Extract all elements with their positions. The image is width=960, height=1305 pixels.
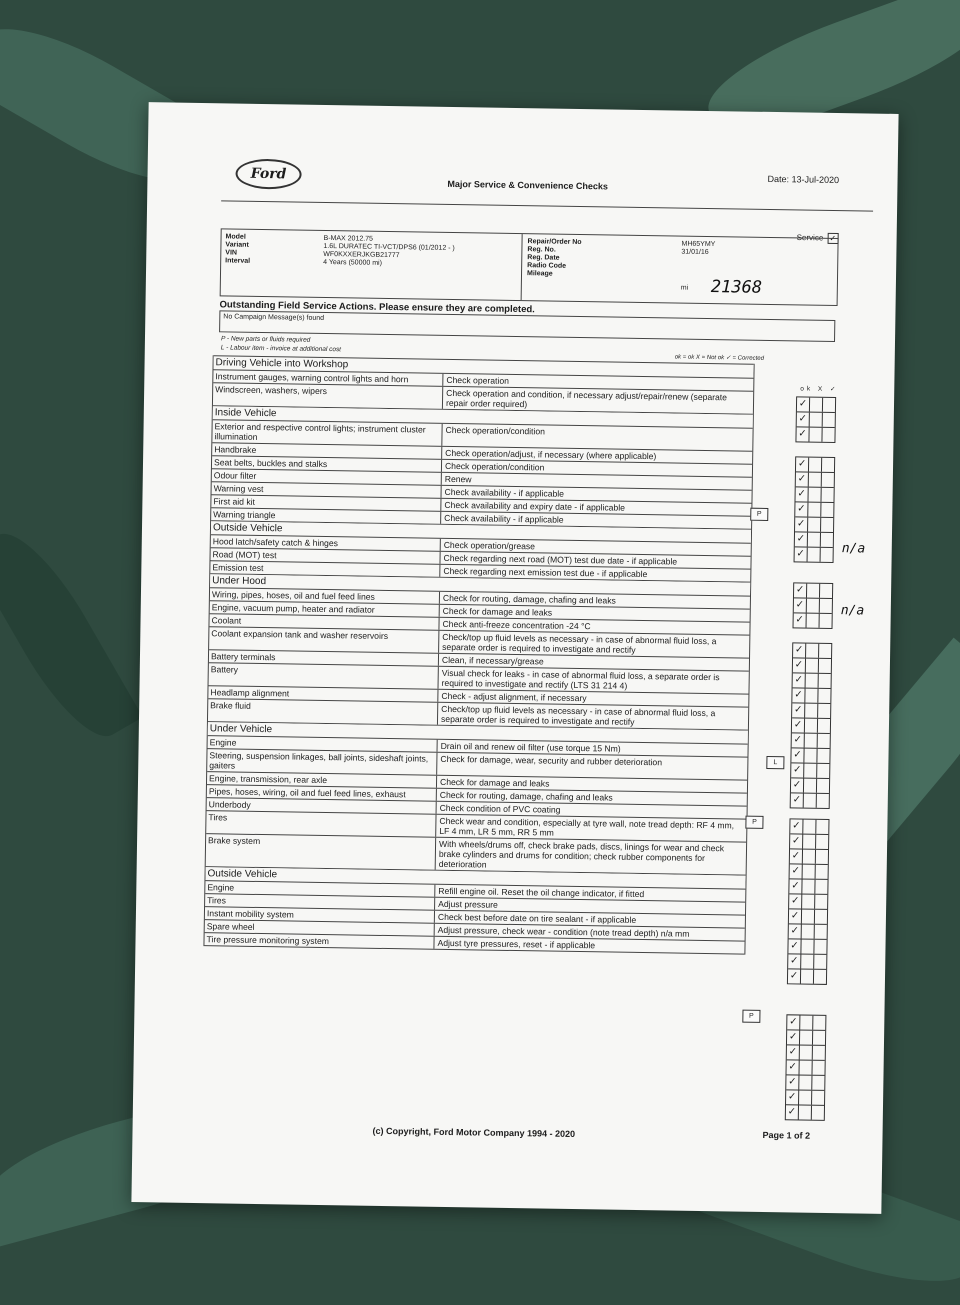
status-cell <box>791 763 829 779</box>
vehicle-details <box>220 228 839 306</box>
status-subcell <box>822 428 834 442</box>
status-subcell <box>816 850 828 864</box>
check-action: Check operation/condition <box>445 424 546 437</box>
check-item: Wiring, pipes, hoses, oil and fuel feed lines <box>210 588 440 604</box>
status-grid-block <box>795 396 836 443</box>
check-action: Check regarding next emission test due - if applicable <box>443 565 648 580</box>
status-subcell <box>820 614 832 628</box>
check-item: Windscreen, washers, wipers <box>213 383 443 409</box>
status-subcell <box>821 548 833 562</box>
check-item: Battery terminals <box>209 650 439 666</box>
status-grid-block <box>785 1014 827 1121</box>
values-3: 4 Years (50000 mi) <box>323 258 383 267</box>
status-subcell <box>809 473 822 487</box>
check-action: Check wear and condition, especially at tyre wall, note tread depth: RF 4 mm, LF 4 mm, LR 5 mm, RR 5 mm <box>439 815 735 838</box>
status-subcell <box>803 835 816 849</box>
status-subcell <box>805 704 818 718</box>
check-item: Battery <box>209 663 439 689</box>
status-subcell <box>799 1076 812 1090</box>
section-title: Under Hood <box>210 574 750 596</box>
values-0: B-MAX 2012.75 <box>323 234 374 243</box>
ok-cell: ✓ <box>795 502 808 516</box>
status-subcell <box>800 1016 813 1030</box>
labels_right-3: Radio Code <box>527 262 567 270</box>
status-subcell <box>806 674 819 688</box>
status-cell <box>789 909 827 925</box>
status-subcell <box>814 940 826 954</box>
status-cell <box>789 894 827 910</box>
ok-cell: ✓ <box>795 517 808 531</box>
ok-cell: ✓ <box>797 412 810 426</box>
handwritten-note-emission-test: n/a <box>840 603 865 619</box>
check-item: Coolant <box>209 614 439 630</box>
ok-cell: ✓ <box>787 1045 800 1059</box>
values_right-1: MH65YMY <box>681 240 716 249</box>
status-subcell <box>817 794 829 808</box>
ok-cell: ✓ <box>786 1090 799 1104</box>
status-subcell <box>803 865 816 879</box>
check-action: Check operation/grease <box>443 539 536 552</box>
status-subcell <box>819 659 831 673</box>
status-subcell <box>820 584 832 598</box>
check-action: Check for routing, damage, chafing and leaks <box>439 789 613 803</box>
check-action: Visual check for leaks - in case of abnormal fluid loss, a separate order is required to investigate and rectify (LTS 31 214 4) <box>441 667 720 691</box>
ok-cell: ✓ <box>789 894 802 908</box>
check-action: Check operation and condition, if necessary adjust/repair/renew (separate repair order required) <box>445 387 728 410</box>
status-subcell <box>820 599 832 613</box>
status-subcell <box>799 1091 812 1105</box>
status-cell <box>788 954 826 970</box>
note-p: P - New parts or fluids required <box>220 335 311 344</box>
status-subcell <box>818 704 830 718</box>
status-cell <box>792 718 830 734</box>
repair-labels <box>527 238 582 279</box>
check-action: Check operation/condition <box>444 460 545 473</box>
status-subcell <box>822 473 834 487</box>
check-item: Engine <box>205 881 435 897</box>
status-cell <box>787 1045 825 1061</box>
check-action: Check condition of PVC coating <box>439 802 561 815</box>
check-action: Refill engine oil. Reset the oil change indicator, if fitted <box>438 885 645 900</box>
status-subcell <box>815 895 827 909</box>
status-subcell <box>801 970 814 984</box>
ok-cell: ✓ <box>791 793 804 807</box>
check-item: Coolant expansion tank and washer reservoirs <box>209 627 439 653</box>
status-subcell <box>818 689 830 703</box>
status-cell <box>794 598 832 614</box>
check-item: Underbody <box>207 798 437 814</box>
header-divider <box>221 200 873 211</box>
status-subcell <box>802 880 815 894</box>
labels_right-1: Reg. No. <box>527 246 556 254</box>
labels-0: Model <box>225 233 246 241</box>
check-item: Seat belts, buckles and stalks <box>212 456 442 472</box>
section-title: Outside Vehicle <box>205 867 745 889</box>
status-subcell <box>803 850 816 864</box>
status-cell <box>793 673 831 689</box>
status-subcell <box>816 820 828 834</box>
status-subcell <box>818 719 830 733</box>
status-cell <box>788 939 826 955</box>
status-cell <box>793 643 831 659</box>
status-grid-block <box>792 582 833 629</box>
section-title: Inside Vehicle <box>213 406 753 428</box>
status-cell <box>790 819 828 835</box>
check-item: Brake system <box>206 834 436 870</box>
check-item: Warning triangle <box>211 508 441 524</box>
status-cell <box>795 517 833 533</box>
ok-cell: ✓ <box>792 688 805 702</box>
ok-cell: ✓ <box>788 954 801 968</box>
status-subcell <box>816 865 828 879</box>
status-subcell <box>821 503 833 517</box>
ok-cell: ✓ <box>788 939 801 953</box>
ok-cell: ✓ <box>791 778 804 792</box>
ok-cell: ✓ <box>790 849 803 863</box>
status-subcell <box>813 1016 825 1030</box>
flag-box: P <box>750 508 768 521</box>
ok-cell: ✓ <box>793 658 806 672</box>
check-item: Warning vest <box>212 482 442 498</box>
status-subcell <box>817 779 829 793</box>
ok-cell: ✓ <box>796 427 809 441</box>
values-2: WF0KXXERJKGB21777 <box>323 250 400 260</box>
ok-cell: ✓ <box>786 1105 799 1119</box>
check-action: Check operation/adjust, if necessary (where applicable) <box>445 447 657 462</box>
check-item: Brake fluid <box>208 699 438 725</box>
status-subcell <box>802 910 815 924</box>
check-action: Drain oil and renew oil filter (use torque 15 Nm) <box>440 740 621 754</box>
campaign-message: No Campaign Message(s) found <box>223 313 325 322</box>
status-cell <box>792 688 830 704</box>
ok-cell: ✓ <box>792 718 805 732</box>
ok-cell: ✓ <box>794 598 807 612</box>
check-item: Instant mobility system <box>205 907 435 923</box>
values-1: 1.6L DURATEC TI-VCT/DPS6 (01/2012 - ) <box>323 242 455 253</box>
note-l: L - Labour item - invoice at additional cost <box>220 344 342 354</box>
status-subcell <box>816 835 828 849</box>
status-cell <box>787 1030 825 1046</box>
status-subcell <box>823 413 835 427</box>
check-action: Check availability - if applicable <box>444 512 564 525</box>
ok-cell: ✓ <box>787 1015 800 1029</box>
check-action: Check/top up fluid levels as necessary - in case of abnormal fluid loss, a separate order is required to investigate and rectify <box>440 703 716 727</box>
status-cell <box>789 924 827 940</box>
check-item: Steering, suspension linkages, ball joints, sideshaft joints, gaiters <box>207 749 437 775</box>
status-subcell <box>806 644 819 658</box>
status-subcell <box>807 614 820 628</box>
status-subcell <box>812 1061 824 1075</box>
status-cell <box>797 412 835 428</box>
check-action: Adjust pressure, check wear - condition (note tread depth) n/a mm <box>437 924 690 939</box>
document-date: Date: 13-Jul-2020 <box>767 173 840 186</box>
vehicle-labels <box>225 233 250 265</box>
status-subcell <box>801 940 814 954</box>
ok-cell: ✓ <box>791 763 804 777</box>
ok-cell: ✓ <box>789 924 802 938</box>
status-cell <box>791 778 829 794</box>
labels_right-2: Reg. Date <box>527 254 560 262</box>
status-cell <box>786 1060 824 1076</box>
mileage-unit: mi <box>680 284 689 292</box>
status-subcell <box>812 1106 824 1120</box>
field-actions-title: Outstanding Field Service Actions. Please ensure they are completed. <box>219 299 535 316</box>
ok-cell: ✓ <box>794 583 807 597</box>
status-subcell <box>819 674 831 688</box>
status-subcell <box>822 458 834 472</box>
check-item: First aid kit <box>211 495 441 511</box>
ok-cell: ✓ <box>793 643 806 657</box>
status-subcell <box>805 689 818 703</box>
flag-box: P <box>742 1010 760 1023</box>
check-action: Check availability - if applicable <box>444 486 565 499</box>
status-cell <box>790 834 828 850</box>
status-subcell <box>812 1091 824 1105</box>
status-cell <box>786 1105 824 1120</box>
status-subcell <box>812 1076 824 1090</box>
status-subcell <box>801 955 814 969</box>
flag-box: P <box>745 816 763 829</box>
check-action: Check - adjust alignment, if necessary <box>441 690 587 704</box>
check-item: Engine <box>208 736 438 752</box>
ford-logo: Ford <box>235 159 301 190</box>
mileage-handwritten: 21368 <box>710 277 763 298</box>
status-subcell <box>814 970 826 984</box>
status-cell <box>792 703 830 719</box>
status-cell <box>786 1075 824 1091</box>
status-grid-block <box>794 456 836 563</box>
labels_right-0: Repair/Order No <box>527 238 582 246</box>
status-cell <box>787 1015 825 1031</box>
check-item: Tires <box>206 811 436 837</box>
status-subcell <box>808 488 821 502</box>
status-cell <box>796 427 834 442</box>
status-subcell <box>807 584 820 598</box>
check-item: Exterior and respective control lights; instrument cluster illumination <box>212 420 442 446</box>
status-subcell <box>808 533 821 547</box>
status-subcell <box>821 518 833 532</box>
status-subcell <box>817 764 829 778</box>
ok-cell: ✓ <box>792 703 805 717</box>
checks-table <box>203 355 754 954</box>
status-subcell <box>819 644 831 658</box>
status-subcell <box>818 734 830 748</box>
ok-cell: ✓ <box>796 457 809 471</box>
section-title: Under Vehicle <box>208 722 748 744</box>
check-item: Handbrake <box>212 443 442 459</box>
status-cell <box>794 613 832 628</box>
ok-cell: ✓ <box>797 397 810 411</box>
ok-cell: ✓ <box>786 1075 799 1089</box>
field-actions-box <box>219 310 835 342</box>
section-title: Driving Vehicle into Workshop <box>213 355 753 378</box>
ok-cell: ✓ <box>786 1060 799 1074</box>
ok-cell: ✓ <box>788 969 801 983</box>
status-subcell <box>804 794 817 808</box>
check-item: Pipes, hoses, wiring, oil and fuel feed lines, exhaust <box>207 785 437 801</box>
status-cell <box>793 658 831 674</box>
status-subcell <box>823 398 835 412</box>
status-subcell <box>809 458 822 472</box>
labels_right-4: Mileage <box>526 270 553 278</box>
status-subcell <box>821 533 833 547</box>
ok-cell: ✓ <box>795 547 808 561</box>
status-legend: ok = ok X = Not ok ✓ = Corrected <box>674 354 765 362</box>
status-subcell <box>804 779 817 793</box>
service-document <box>131 102 898 1214</box>
ok-cell: ✓ <box>795 487 808 501</box>
repair-values <box>681 241 715 258</box>
status-subcell <box>800 1031 813 1045</box>
status-subcell <box>813 1046 825 1060</box>
check-action: Check best before date on tire sealant - if applicable <box>437 911 637 925</box>
status-cell <box>792 733 830 749</box>
status-cell <box>795 487 833 503</box>
status-cell <box>797 397 835 413</box>
check-action: Adjust pressure <box>438 898 498 910</box>
ok-cell: ✓ <box>790 819 803 833</box>
status-cell <box>795 532 833 548</box>
ok-cell: ✓ <box>787 1030 800 1044</box>
status-cell <box>786 1090 824 1106</box>
status-subcell <box>805 734 818 748</box>
status-cell <box>791 793 829 808</box>
check-item: Instrument gauges, warning control lights and horn <box>213 370 443 386</box>
status-subcell <box>804 764 817 778</box>
check-item: Road (MOT) test <box>210 548 440 564</box>
status-cell <box>791 748 829 764</box>
grid-header: ok X ✓ <box>800 385 839 394</box>
status-subcell <box>808 503 821 517</box>
status-subcell <box>804 749 817 763</box>
check-item: Headlamp alignment <box>208 686 438 702</box>
check-item: Tires <box>205 894 435 910</box>
document-title: Major Service & Convenience Checks <box>447 178 609 192</box>
status-subcell <box>802 895 815 909</box>
check-action: Check for damage and leaks <box>442 605 553 618</box>
status-cell <box>796 472 834 488</box>
status-subcell <box>808 548 821 562</box>
ok-cell: ✓ <box>790 834 803 848</box>
status-subcell <box>813 1031 825 1045</box>
status-cell <box>789 879 827 895</box>
ok-cell: ✓ <box>789 879 802 893</box>
check-action: Check for damage and leaks <box>439 776 550 789</box>
ok-cell: ✓ <box>792 733 805 747</box>
section-title: Outside Vehicle <box>211 521 751 543</box>
labels-3: Interval <box>225 257 251 265</box>
status-grid-block <box>787 818 830 985</box>
status-subcell <box>815 880 827 894</box>
status-cell <box>790 864 828 880</box>
check-action: Renew <box>444 473 472 485</box>
check-action: Clean, if necessary/grease <box>441 654 544 667</box>
status-cell <box>796 457 834 473</box>
check-action: Check anti-freeze concentration -24 °C <box>442 618 591 632</box>
status-subcell <box>821 488 833 502</box>
status-cell <box>788 969 826 984</box>
page-number: Page 1 of 2 <box>762 1129 811 1141</box>
status-cell <box>790 849 828 865</box>
service-checkbox: Service ✓ <box>797 232 839 244</box>
ok-cell: ✓ <box>790 864 803 878</box>
status-subcell <box>815 910 827 924</box>
vehicle-values <box>323 235 455 269</box>
status-subcell <box>800 1046 813 1060</box>
check-action: Check/top up fluid levels as necessary - in case of abnormal fluid loss, a separate order is required to investigate and rectify <box>442 631 717 655</box>
status-cell <box>795 502 833 518</box>
status-subcell <box>808 518 821 532</box>
handwritten-note-warning-triangle: n/a <box>841 541 866 557</box>
check-action: Check for damage, wear, security and rubber deterioration <box>440 753 663 768</box>
status-subcell <box>815 925 827 939</box>
check-item: Tire pressure monitoring system <box>204 933 434 949</box>
status-subcell <box>817 749 829 763</box>
status-subcell <box>799 1061 812 1075</box>
status-cell <box>794 583 832 599</box>
flag-box: L <box>766 756 784 769</box>
status-subcell <box>807 599 820 613</box>
status-subcell <box>805 719 818 733</box>
labels-1: Variant <box>225 241 249 249</box>
status-subcell <box>802 925 815 939</box>
status-subcell <box>799 1106 812 1120</box>
labels-2: VIN <box>225 249 238 257</box>
check-action: Check for routing, damage, chafing and leaks <box>442 592 616 606</box>
status-subcell <box>810 413 823 427</box>
check-item: Engine, vacuum pump, heater and radiator <box>210 601 440 617</box>
check-action: Check operation <box>446 374 510 386</box>
ok-cell: ✓ <box>793 673 806 687</box>
check-action: Adjust tyre pressures, reset - if applicable <box>437 937 596 951</box>
ok-cell: ✓ <box>795 532 808 546</box>
check-item: Spare wheel <box>205 920 435 936</box>
status-cell <box>795 547 833 562</box>
ok-cell: ✓ <box>796 472 809 486</box>
values_right-2: 31/01/16 <box>681 248 709 256</box>
status-grid-block <box>790 642 833 809</box>
check-item: Odour filter <box>212 469 442 485</box>
check-action: With wheels/drums off, check brake pads, discs, linings for wear and check brake cylinders and drums for condition; check rubber components for deterioration <box>438 838 725 870</box>
status-subcell <box>803 820 816 834</box>
check-item: Engine, transmission, rear axle <box>207 772 437 788</box>
status-subcell <box>810 398 823 412</box>
ok-cell: ✓ <box>794 613 807 627</box>
check-item: Hood latch/safety catch & hinges <box>211 535 441 551</box>
check-action: Check availability and expiry date - if applicable <box>444 499 626 513</box>
status-subcell <box>806 659 819 673</box>
ok-cell: ✓ <box>789 909 802 923</box>
copyright-footer: (c) Copyright, Ford Motor Company 1994 - 2020 <box>372 1125 576 1140</box>
check-action: Check regarding next road (MOT) test due date - if applicable <box>443 552 678 567</box>
status-subcell <box>809 428 822 442</box>
status-subcell <box>814 955 826 969</box>
check-item: Emission test <box>210 561 440 577</box>
ok-cell: ✓ <box>791 748 804 762</box>
